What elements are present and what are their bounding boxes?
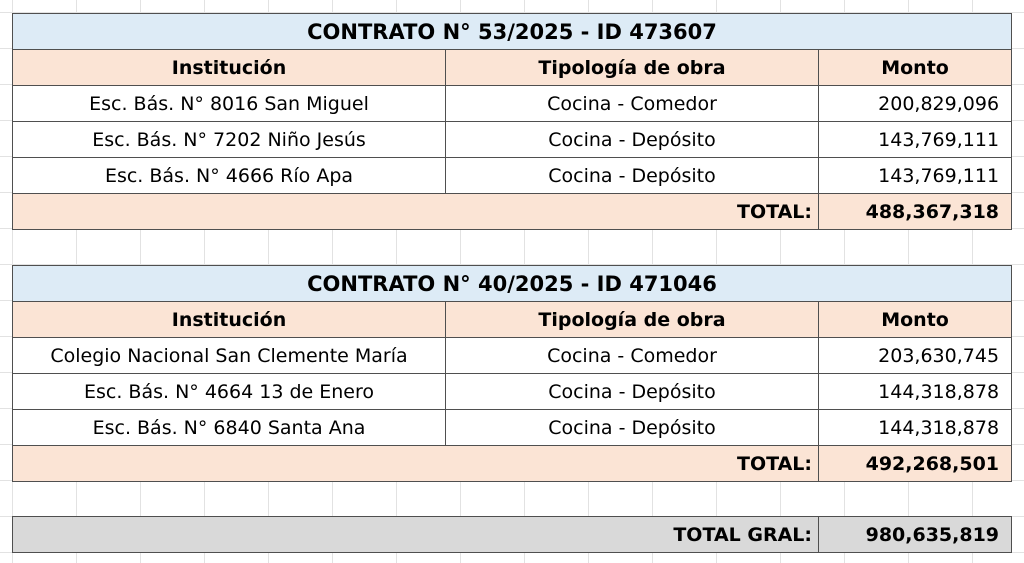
contract-title-row (13, 266, 1012, 302)
table-row (13, 338, 1012, 374)
cell-monto[interactable]: 203,630,745 (819, 338, 1012, 374)
total-row (13, 446, 1012, 482)
cell-monto[interactable]: 144,318,878 (819, 410, 1012, 446)
header-tipologia[interactable]: Tipología de obra (446, 50, 819, 86)
cell-tipologia[interactable]: Cocina - Depósito (446, 410, 819, 446)
cell-tipologia[interactable]: Cocina - Comedor (446, 86, 819, 122)
header-institucion[interactable]: Institución (13, 50, 446, 86)
table-row (13, 122, 1012, 158)
cell-monto[interactable]: 144,318,878 (819, 374, 1012, 410)
cell-tipologia[interactable]: Cocina - Depósito (446, 158, 819, 194)
total-value[interactable]: 492,268,501 (819, 446, 1012, 482)
contract-table (12, 265, 1012, 482)
cell-tipologia[interactable]: Cocina - Depósito (446, 122, 819, 158)
cell-monto[interactable]: 143,769,111 (819, 158, 1012, 194)
column-header-row (13, 50, 1012, 86)
table-row (13, 158, 1012, 194)
cell-institucion[interactable]: Esc. Bás. N° 6840 Santa Ana (13, 410, 446, 446)
column-header-row (13, 302, 1012, 338)
header-monto[interactable]: Monto (819, 302, 1012, 338)
cell-institucion[interactable]: Esc. Bás. N° 4666 Río Apa (13, 158, 446, 194)
contract-table (12, 13, 1012, 230)
cell-monto[interactable]: 200,829,096 (819, 86, 1012, 122)
grand-total-value[interactable]: 980,635,819 (819, 517, 1012, 553)
contract-title[interactable]: CONTRATO N° 40/2025 - ID 471046 (13, 266, 1012, 302)
table-row (13, 410, 1012, 446)
table-row (13, 374, 1012, 410)
cell-tipologia[interactable]: Cocina - Depósito (446, 374, 819, 410)
cell-institucion[interactable]: Esc. Bás. N° 4664 13 de Enero (13, 374, 446, 410)
table-row (13, 86, 1012, 122)
grand-total-row (13, 517, 1012, 553)
grand-total-label[interactable]: TOTAL GRAL: (13, 517, 819, 553)
cell-institucion[interactable]: Colegio Nacional San Clemente María (13, 338, 446, 374)
contract-title-row (13, 14, 1012, 50)
header-monto[interactable]: Monto (819, 50, 1012, 86)
cell-tipologia[interactable]: Cocina - Comedor (446, 338, 819, 374)
contract-title[interactable]: CONTRATO N° 53/2025 - ID 473607 (13, 14, 1012, 50)
cell-monto[interactable]: 143,769,111 (819, 122, 1012, 158)
grand-total-table (12, 516, 1012, 553)
total-value[interactable]: 488,367,318 (819, 194, 1012, 230)
total-label[interactable]: TOTAL: (13, 194, 819, 230)
cell-institucion[interactable]: Esc. Bás. N° 7202 Niño Jesús (13, 122, 446, 158)
total-row (13, 194, 1012, 230)
header-institucion[interactable]: Institución (13, 302, 446, 338)
total-label[interactable]: TOTAL: (13, 446, 819, 482)
cell-institucion[interactable]: Esc. Bás. N° 8016 San Miguel (13, 86, 446, 122)
header-tipologia[interactable]: Tipología de obra (446, 302, 819, 338)
